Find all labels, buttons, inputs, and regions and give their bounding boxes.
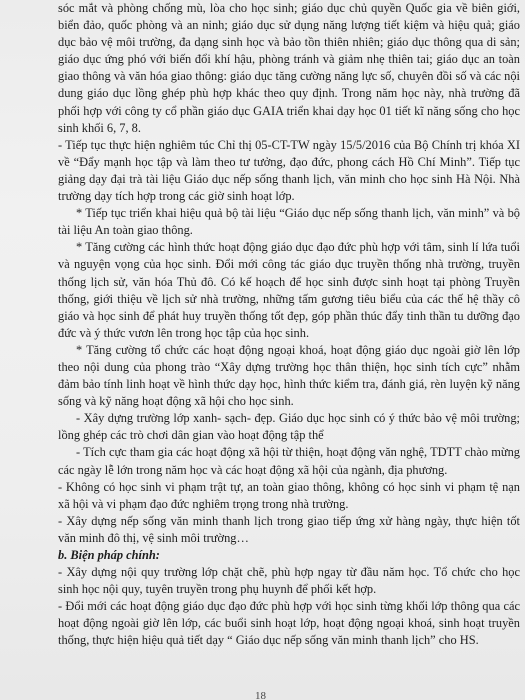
paragraph-9: - Xây dựng nếp sống văn minh thanh lịch trong giao tiếp ứng xử hàng ngày, thực hiện tốt văn minh đô thị, vệ sinh môi trường…: [58, 513, 520, 545]
document-body: [58, 0, 520, 650]
page-number: 18: [255, 690, 266, 700]
paragraph-2: - Tiếp tục thực hiện nghiêm túc Chỉ thị 05-CT-TW ngày 15/5/2016 của Bộ Chính trị khóa XI về “Đẩy mạnh học tập và làm theo tư tưởng, đạo đức, phong cách Hồ Chí Minh”. Tiếp tục giảng dạy đại trà tài liệu Giáo dục nếp sống thanh lịch, văn minh cho học sinh Hà Nội. Nhà trường dạy tích hợp trong các giờ sinh hoạt lớp.: [58, 137, 520, 204]
paragraph-7: - Tích cực tham gia các hoạt động xã hội từ thiện, hoạt động văn nghệ, TDTT chào mừng các ngày lễ lớn trong năm học và các hoạt động xã hội của ngành, địa phương.: [58, 445, 520, 477]
section-heading: b. Biện pháp chính:: [58, 548, 160, 562]
paragraph-5: * Tăng cường tổ chức các hoạt động ngoại khoá, hoạt động giáo dục ngoài giờ lên lớp theo nội dung của phong trào “Xây dựng trường học thân thiện, học sinh tích cực” nhằm đảm bảo tính linh hoạt về hình thức dạy học, hình thức kiểm tra, đánh giá, rèn luyện kỹ năng sống và kỹ năng hoạt động xã hội cho học sinh.: [58, 342, 520, 409]
paragraph-8: - Không có học sinh vi phạm trật tự, an toàn giao thông, không có học sinh vi phạm tệ nạn xã hội và vi phạm đạo đức nghiêm trọng trong nhà trường.: [58, 479, 520, 511]
paragraph-1: sóc mắt và phòng chống mù, lòa cho học sinh; giáo dục chủ quyền Quốc gia về biên giới, biển đảo, quốc phòng và an ninh; giáo dục sử dụng năng lượng tiết kiệm và hiệu quả; giáo dục bảo vệ môi trường, đa dạng sinh học và bảo tồn thiên nhiên; giáo dục thông qua di sản; giáo dục ứng phó với biến đổi khí hậu, phòng tránh và giảm nhẹ thiên tai; giáo dục an toàn giao thông và văn hóa giao thông: giáo dục tăng cường năng lực số, chuyên đồi số và các nội dung giáo dục lồng ghép phù hợp khác theo quy định. Trong năm học này, nhà trường đã phối hợp với công ty cổ phần giáo dục GAIA triển khai dạy học 01 tiết kĩ năng sống cho học sinh khối 6, 7, 8.: [58, 1, 520, 135]
paragraph-11: - Đổi mới các hoạt động giáo dục đạo đức phù hợp với học sinh từng khối lớp thông qua các hoạt động ngoài giờ lên lớp, các buổi sinh hoạt lớp, hoạt động ngoại khoá, sinh hoạt truyền thống, thực hiện hiệu quả tiết dạy “ Giáo dục nếp sống văn minh thanh lịch” cho HS.: [58, 599, 520, 648]
paragraph-3: * Tiếp tục triển khai hiệu quả bộ tài liệu “Giáo dục nếp sống thanh lịch, văn minh” và bộ tài liệu An toàn giao thông.: [58, 206, 520, 238]
paragraph-4: * Tăng cường các hình thức hoạt động giáo dục đạo đức phù hợp với tâm, sinh lí lứa tuổi và nguyện vọng của học sinh. Đổi mới công tác giáo dục truyền thống nhà trường, truyền thống lịch sử, văn hóa Thủ đô. Có kế hoạch để học sinh được sinh hoạt tại phòng Truyền thống, giới thiệu về lịch sử nhà trường, những tấm gương tiêu biểu của các thế hệ thầy cô giáo và học sinh để phát huy truyền thống tốt đẹp, góp phần thúc đẩy tinh thần tu dưỡng đạo đức và ý thức vươn lên trong học tập của học sinh.: [58, 240, 520, 340]
paragraph-6: - Xây dựng trường lớp xanh- sạch- đẹp. Giáo dục học sinh có ý thức bảo vệ môi trường; lồng ghép các trò chơi dân gian vào hoạt động tập thể: [58, 411, 520, 443]
paragraph-10: - Xây dựng nội quy trường lớp chặt chẽ, phù hợp ngay từ đầu năm học. Tổ chức cho học sinh học nội quy, tuyên truyền trong phụ huynh để phối kết hợp.: [58, 565, 520, 597]
